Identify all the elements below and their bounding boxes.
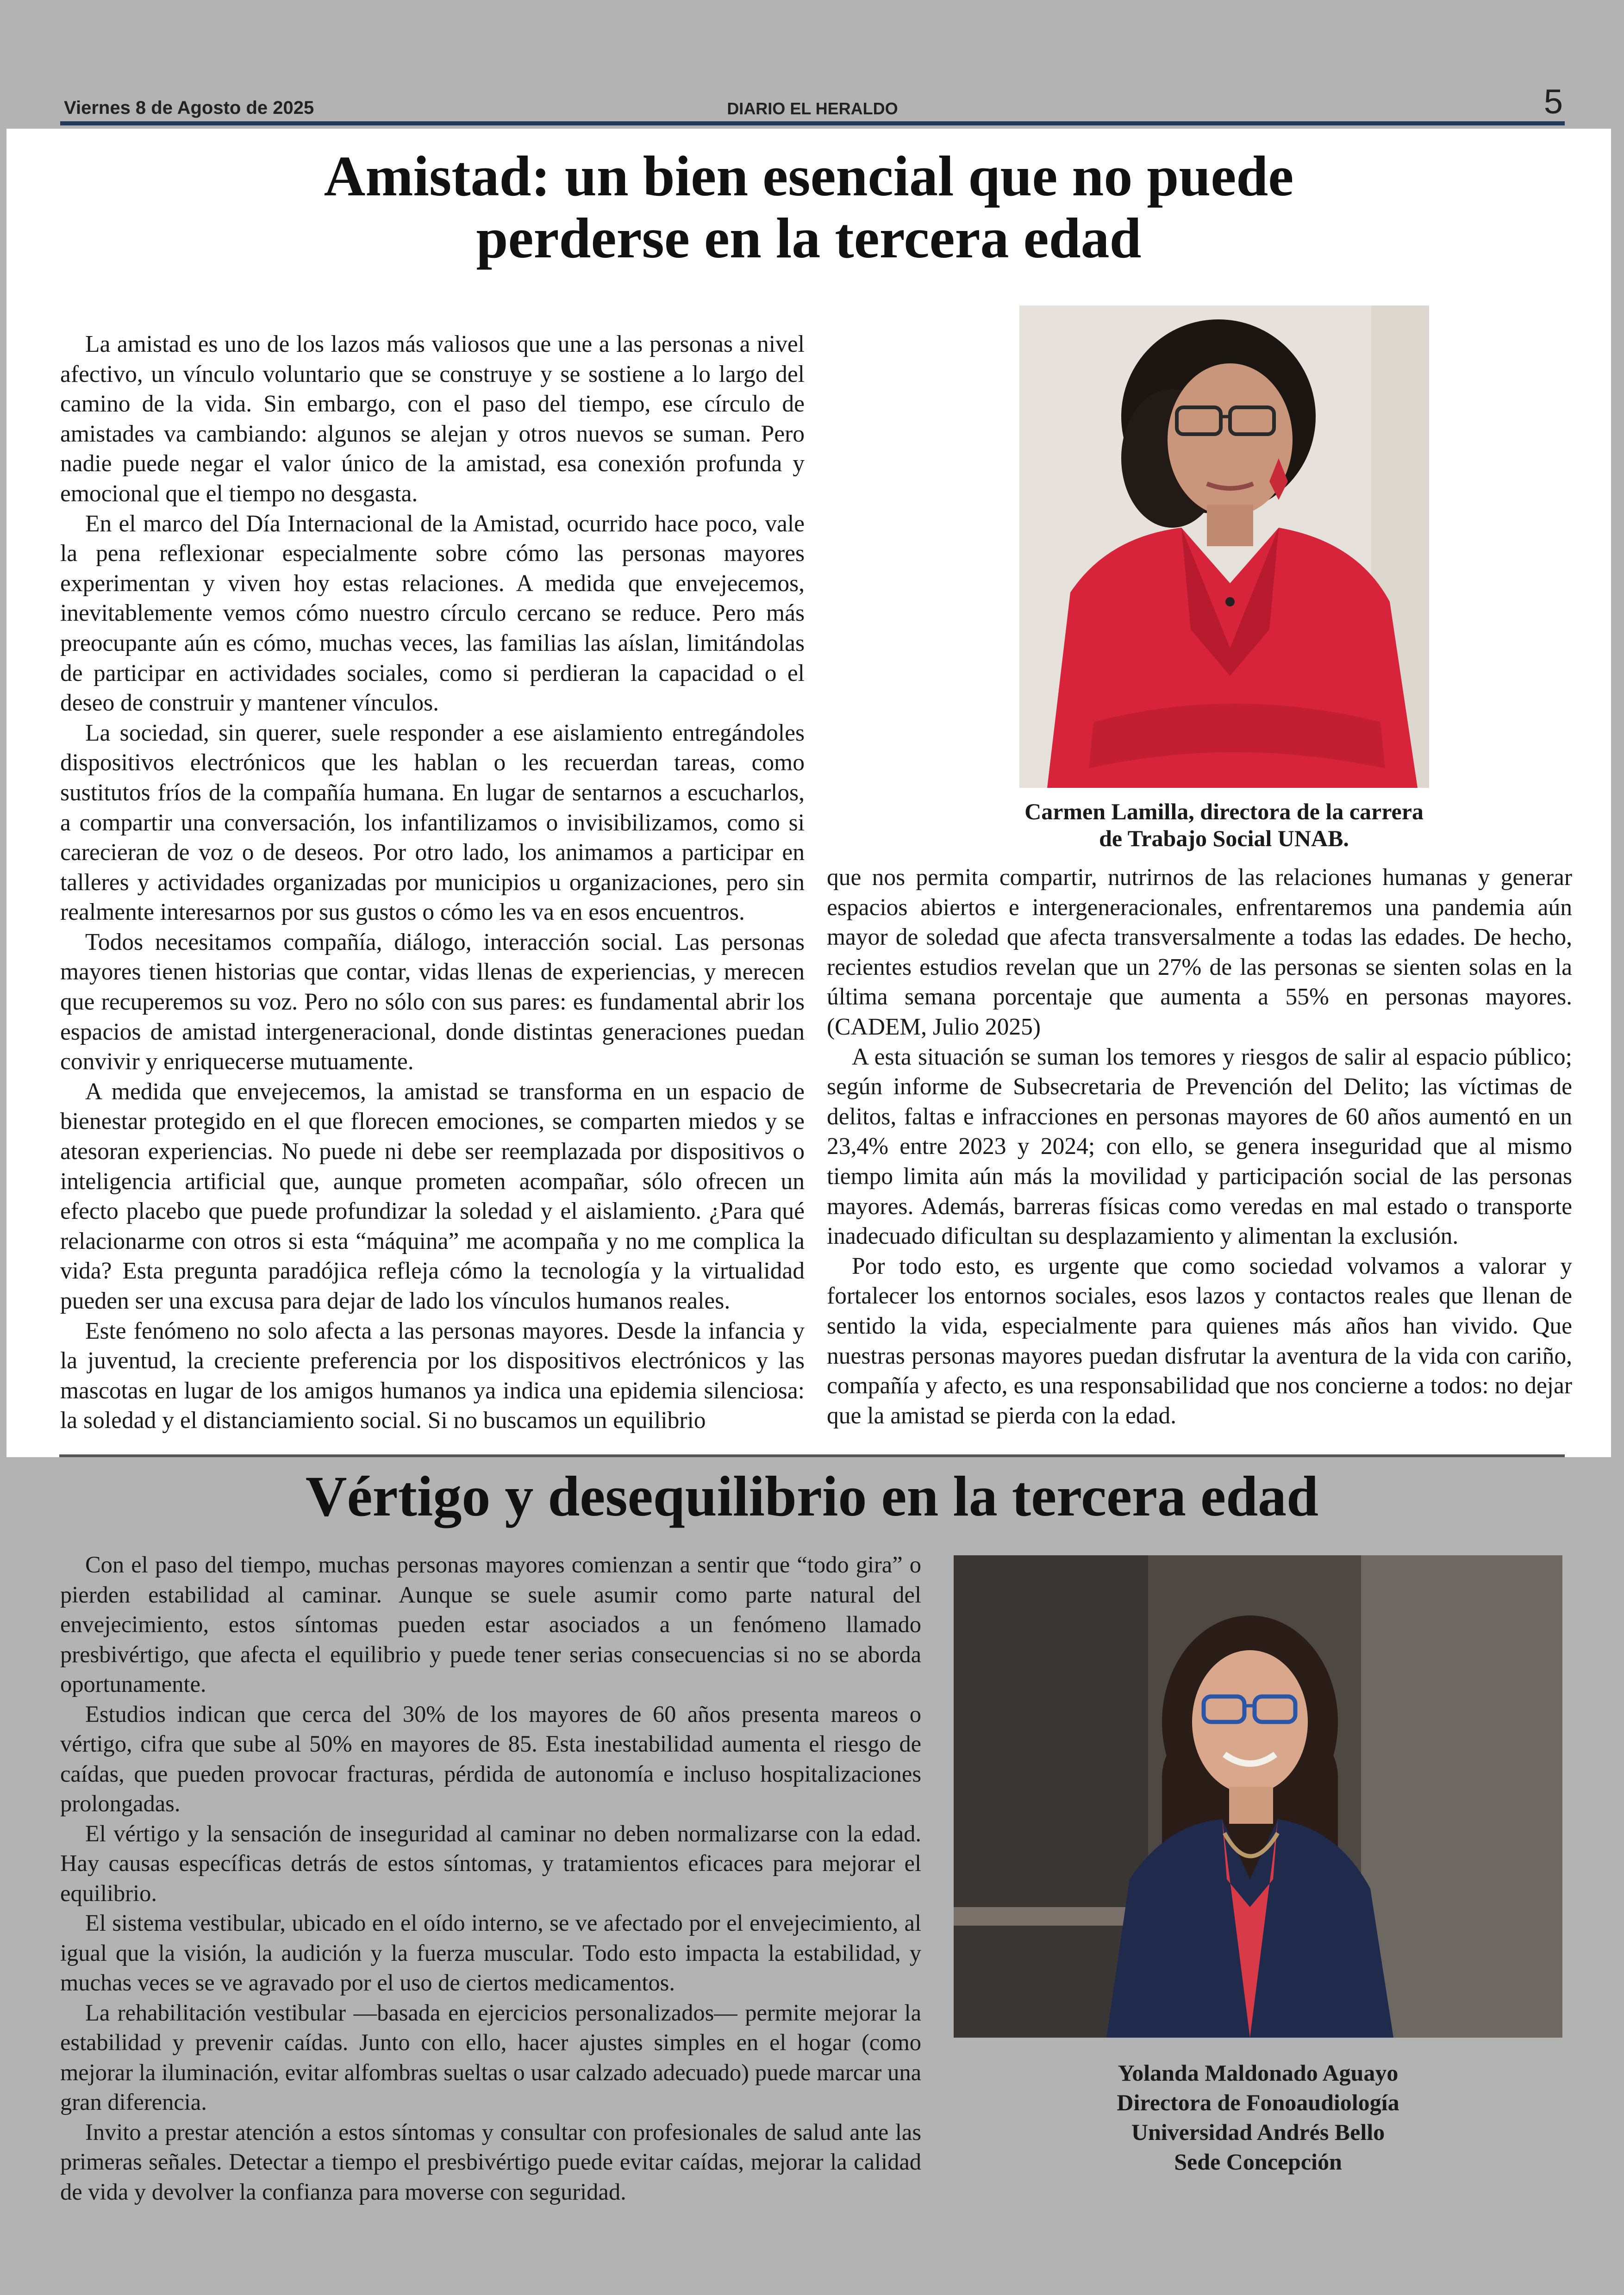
- caption-line: de Trabajo Social UNAB.: [1099, 825, 1349, 851]
- page-header: [60, 82, 1565, 125]
- caption-line: Universidad Andrés Bello: [1131, 2119, 1385, 2145]
- article-friendship-title: [6, 145, 1611, 269]
- paragraph: A medida que envejecemos, la amistad se transforma en un espacio de bienestar protegido en el que florecen emociones, se comparten miedos y se atesoran experiencias. No puede ni debe ser reemplazada por dispositivos o inteligencia artificial que, aunque prometen acompañar, sólo ofrecen un efecto placebo que puede profundizar la soledad y el aislamiento. ¿Para qué relacionarme con otros si esta “máquina” me acompaña y no me complica la vida? Esta pregunta paradójica refleja cómo la tecnología y la virtualidad pueden ser una excusa para dejar de lado los vínculos humanos reales.: [60, 1078, 805, 1314]
- paragraph: Todos necesitamos compañía, diálogo, interacción social. Las personas mayores tienen historias que contar, vidas llenas de experiencias, y merecen que recuperemos su voz. Pero no sólo con sus pares: es fundamental abrir los espacios de amistad intergeneracional, donde distintas generaciones puedan convivir y enriquecerse mutuamente.: [60, 929, 805, 1075]
- article-friendship-right-column: [827, 863, 1572, 1431]
- paragraph: El sistema vestibular, ubicado en el oído interno, se ve afectado por el envejecimiento, al igual que la visión, la audición y la fuerza muscular. Todo esto impacta la estabilidad, y muchas veces se ve agravado por el uso de ciertos medicamentos.: [60, 1910, 921, 1996]
- paragraph: Este fenómeno no solo afecta a las personas mayores. Desde la infancia y la juventud, la creciente preferencia por los dispositivos electrónicos y las mascotas en lugar de los amigos humanos ya indica una epidemia silenciosa: la soledad y el distanciamiento social. Si no buscamos un equilibrio: [60, 1317, 805, 1434]
- paragraph: La amistad es uno de los lazos más valiosos que une a las personas a nivel afectivo, un vínculo voluntario que se construye y se sostiene a lo largo del camino de la vida. Sin embargo, con el paso del tiempo, ese círculo de amistades va cambiando: algunos se alejan y otros nuevos se suman. Pero nadie puede negar el valor único de la amistad, esa conexión profunda y emocional que el tiempo no desgasta.: [60, 331, 805, 507]
- paragraph: El vértigo y la sensación de inseguridad al caminar no deben normalizarse con la edad. Hay causas específicas detrás de estos síntomas, y tratamientos eficaces para mejorar el equilibrio.: [60, 1820, 921, 1906]
- paragraph: La sociedad, sin querer, suele responder a ese aislamiento entregándoles dispositivos electrónicos que les hablan o les recuerdan tareas, como sustitutos fríos de la compañía humana. En lugar de sentarnos a escucharlos, a compartir una conversación, los infantilizamos o invisibilizamos, como si carecieran de voz o de deseos. Por otro lado, los animamos a participar en talleres y actividades organizadas por municipios u organizaciones, pero sin realmente interesarnos por sus gustos o cómo les va en esos encuentros.: [60, 719, 805, 926]
- section-divider: [59, 1454, 1565, 1457]
- paragraph: La rehabilitación vestibular —basada en ejercicios personalizados— permite mejorar la estabilidad y prevenir caídas. Junto con ello, hacer ajustes simples en el hogar (como mejorar la iluminación, evitar alfombras sueltas o usar calzado adecuado) puede marcar una gran diferencia.: [60, 1999, 921, 2115]
- page-number: 5: [1543, 82, 1563, 121]
- article-vertigo-title: Vértigo y desequilibrio en la tercera edad: [305, 1465, 1319, 1528]
- paragraph: En el marco del Día Internacional de la Amistad, ocurrido hace poco, vale la pena reflexionar especialmente sobre cómo las personas mayores experimentan y viven hoy estas relaciones. A medida que envejecemos, inevitablemente vemos cómo nuestro círculo cercano se reduce. Pero más preocupante aún es cómo, muchas veces, las familias las aíslan, limitándolas de participar en actividades sociales, como si perdieran la capacidad o el deseo de construir y mantener vínculos.: [60, 510, 805, 717]
- paragraph: que nos permita compartir, nutrirnos de las relaciones humanas y generar espacios abiertos e intergeneracionales, enfrentaremos una pandemia aún mayor de soledad que afecta transversalmente a todas las edades. De hecho, recientes estudios revelan que un 27% de las personas se sienten solas en la última semana porcentaje que aumenta a 55% en personas mayores. (CADEM, Julio 2025): [827, 864, 1572, 1040]
- paragraph: Por todo esto, es urgente que como sociedad volvamos a valorar y fortalecer los entornos sociales, esos lazos y contactos reales que llenan de sentido la vida, especialmente para quienes más años han vivido. Que nuestras personas mayores puedan disfrutar la aventura de la vida con cariño, compañía y afecto, es una responsabilidad que nos concierne a todos: no dejar que la amistad se pierda con la edad.: [827, 1253, 1572, 1429]
- article-friendship: [6, 129, 1611, 1457]
- paragraph: Invito a prestar atención a estos síntomas y consultar con profesionales de salud ante las primeras señales. Detectar a tiempo el presbivértigo puede evitar caídas, mejorar la calidad de vida y devolver la confianza para moverse con seguridad.: [60, 2119, 921, 2205]
- photo-caption-carmen-lamilla: [886, 798, 1562, 852]
- paragraph: Estudios indican que cerca del 30% de los mayores de 60 años presenta mareos o vértigo, cifra que sube al 50% en mayores de 85. Esta inestabilidad aumenta el riesgo de caídas, que pueden provocar fracturas, pérdida de autonomía e incluso hospitalizaciones prolongadas.: [60, 1701, 921, 1816]
- portrait-photo-yolanda-maldonado: [954, 1555, 1562, 2038]
- caption-line: Sede Concepción: [1174, 2149, 1342, 2175]
- caption-line: Carmen Lamilla, directora de la carrera: [1024, 798, 1424, 824]
- caption-line: Directora de Fonoaudiología: [1117, 2089, 1399, 2115]
- title-line-2: perderse en la tercera edad: [476, 206, 1142, 270]
- caption-line: Yolanda Maldonado Aguayo: [1118, 2060, 1399, 2086]
- issue-date: Viernes 8 de Agosto de 2025: [64, 98, 314, 118]
- photo-caption-yolanda-maldonado: [954, 2058, 1562, 2177]
- article-friendship-left-column: [60, 330, 805, 1436]
- newspaper-name: DIARIO EL HERALDO: [727, 99, 898, 118]
- title-line-1: Amistad: un bien esencial que no puede: [324, 144, 1294, 208]
- portrait-photo-carmen-lamilla: [1019, 306, 1429, 788]
- paragraph: Con el paso del tiempo, muchas personas mayores comienzan a sentir que “todo gira” o pierden estabilidad al caminar. Aunque se suele asumir como parte natural del envejecimiento, estos síntomas pueden estar asociados a un fenómeno llamado presbivértigo, que afecta el equilibrio y puede tener serias consecuencias si no se aborda oportunamente.: [60, 1552, 921, 1697]
- paragraph: A esta situación se suman los temores y riesgos de salir al espacio público; según informe de Subsecretaria de Prevención del Delito; las víctimas de delitos, faltas e infracciones en personas mayores de 60 años aumentó en un 23,4% entre 2023 y 2024; con ello, se genera inseguridad que al mismo tiempo limita aún más la movilidad y participación social de las personas mayores. Además, barreras físicas como veredas en mal estado o transporte inadecuado dificultan su desplazamiento y alimentan la exclusión.: [827, 1043, 1572, 1250]
- article-vertigo-body: [60, 1550, 921, 2207]
